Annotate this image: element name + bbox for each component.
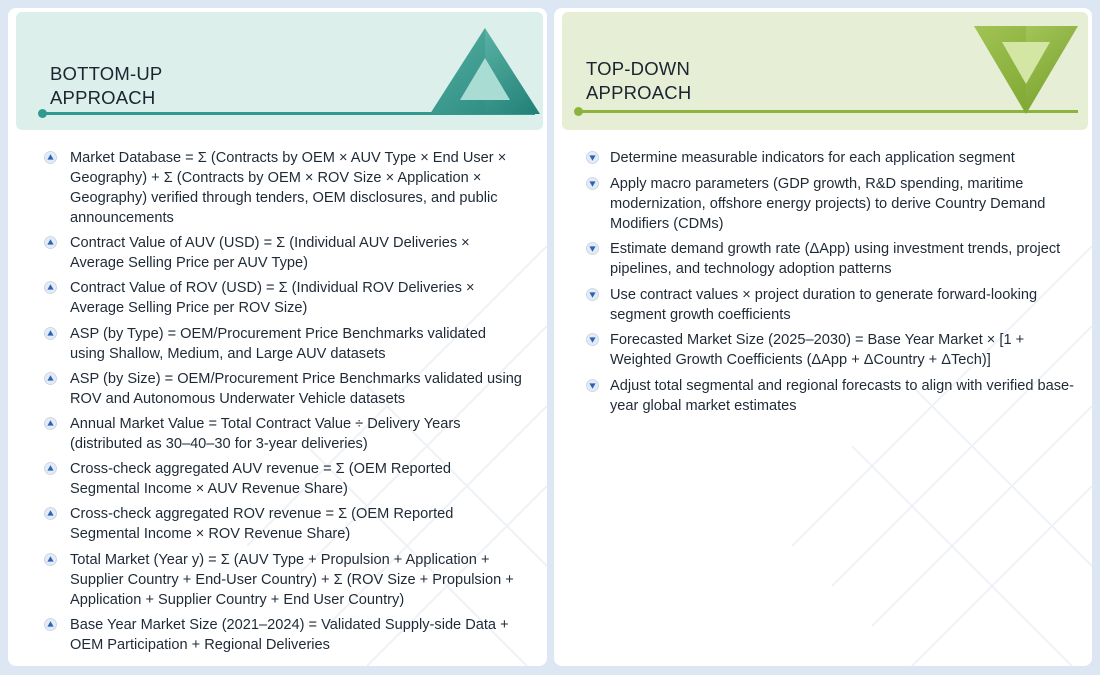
list-item <box>44 324 524 364</box>
list-item <box>44 148 524 228</box>
list-item <box>586 376 1076 416</box>
list-item-text: Market Database = Σ (Contracts by OEM × AUV Type × End User × Geography) + Σ (Contracts by OEM × ROV Size × Application × Geography) verified through tenders, OEM disclosures, and public announcements <box>70 150 507 226</box>
list-item-text: Cross-check aggregated ROV revenue = Σ (OEM Reported Segmental Income × ROV Revenue Share) <box>70 506 454 543</box>
bottom-up-header <box>16 12 543 130</box>
top-down-header-dot <box>574 107 583 116</box>
list-item-text: Contract Value of AUV (USD) = Σ (Individual AUV Deliveries × Average Selling Price per AUV Type) <box>70 235 470 272</box>
bullet-down-icon <box>586 242 599 255</box>
bullet-down-icon <box>586 333 599 346</box>
bullet-up-icon <box>44 462 57 475</box>
list-item-text: Forecasted Market Size (2025–2030) = Base Year Market × [1 + Weighted Growth Coefficients (ΔApp + ΔCountry + ΔTech)] <box>610 332 1025 368</box>
bullet-up-icon <box>44 151 57 164</box>
list-item <box>44 233 524 273</box>
list-item <box>586 239 1076 279</box>
list-item <box>44 504 524 544</box>
list-item-text: ASP (by Type) = OEM/Procurement Price Benchmarks validated using Shallow, Medium, and Large AUV datasets <box>70 325 486 362</box>
list-item <box>586 330 1076 370</box>
list-item-text: Adjust total segmental and regional forecasts to align with verified base-year global market estimates <box>610 377 1075 414</box>
bottom-up-panel <box>8 8 547 666</box>
list-item-text: Determine measurable indicators for each application segment <box>610 150 1015 166</box>
bullet-down-icon <box>586 379 599 392</box>
list-item-text: Base Year Market Size (2021–2024) = Validated Supply-side Data + OEM Participation + Regional Deliveries <box>70 616 509 653</box>
list-item <box>586 148 1076 168</box>
bullet-up-icon <box>44 281 57 294</box>
top-down-header <box>562 12 1088 130</box>
list-item-text: Use contract values × project duration to generate forward-looking segment growth coefficients <box>610 286 1038 323</box>
list-item <box>44 459 524 499</box>
list-item-text: Annual Market Value = Total Contract Value ÷ Delivery Years (distributed as 30–40–30 for 3-year deliveries) <box>70 415 461 452</box>
top-down-panel <box>554 8 1092 666</box>
bullet-up-icon <box>44 507 57 520</box>
list-item-text: Cross-check aggregated AUV revenue = Σ (OEM Reported Segmental Income × AUV Revenue Share) <box>70 461 451 498</box>
bottom-up-list <box>44 148 524 660</box>
down-triangle-icon <box>974 26 1078 114</box>
list-item <box>44 369 524 409</box>
bullet-down-icon <box>586 151 599 164</box>
list-item <box>44 550 524 610</box>
list-item-text: Contract Value of ROV (USD) = Σ (Individual ROV Deliveries × Average Selling Price per ROV Size) <box>70 280 475 317</box>
bullet-down-icon <box>586 177 599 190</box>
list-item <box>44 278 524 318</box>
bullet-up-icon <box>44 236 57 249</box>
bullet-up-icon <box>44 553 57 566</box>
bullet-down-icon <box>586 288 599 301</box>
list-item <box>586 174 1076 234</box>
bullet-up-icon <box>44 417 57 430</box>
bottom-up-header-dot <box>38 109 47 118</box>
up-triangle-icon <box>430 28 540 114</box>
list-item <box>586 285 1076 325</box>
bullet-up-icon <box>44 327 57 340</box>
list-item <box>44 414 524 454</box>
list-item-text: Estimate demand growth rate (ΔApp) using investment trends, project pipelines, and technology adoption patterns <box>610 241 1061 277</box>
list-item-text: ASP (by Size) = OEM/Procurement Price Benchmarks validated using ROV and Autonomous Underwater Vehicle datasets <box>70 370 522 407</box>
list-item-text: Apply macro parameters (GDP growth, R&D spending, maritime modernization, offshore energy projects) to derive Country Demand Modifiers (CDMs) <box>610 175 1046 232</box>
bullet-up-icon <box>44 618 57 631</box>
list-item-text: Total Market (Year y) = Σ (AUV Type + Propulsion + Application + Supplier Country + End-User Country) + Σ (ROV Size + Propulsion + Application + Supplier Country + End User Country) <box>70 551 514 608</box>
top-down-list <box>586 148 1076 421</box>
list-item <box>44 615 524 655</box>
bottom-up-title: BOTTOM-UP APPROACH <box>50 63 163 108</box>
bullet-up-icon <box>44 372 57 385</box>
top-down-title: TOP-DOWN APPROACH <box>586 58 692 103</box>
